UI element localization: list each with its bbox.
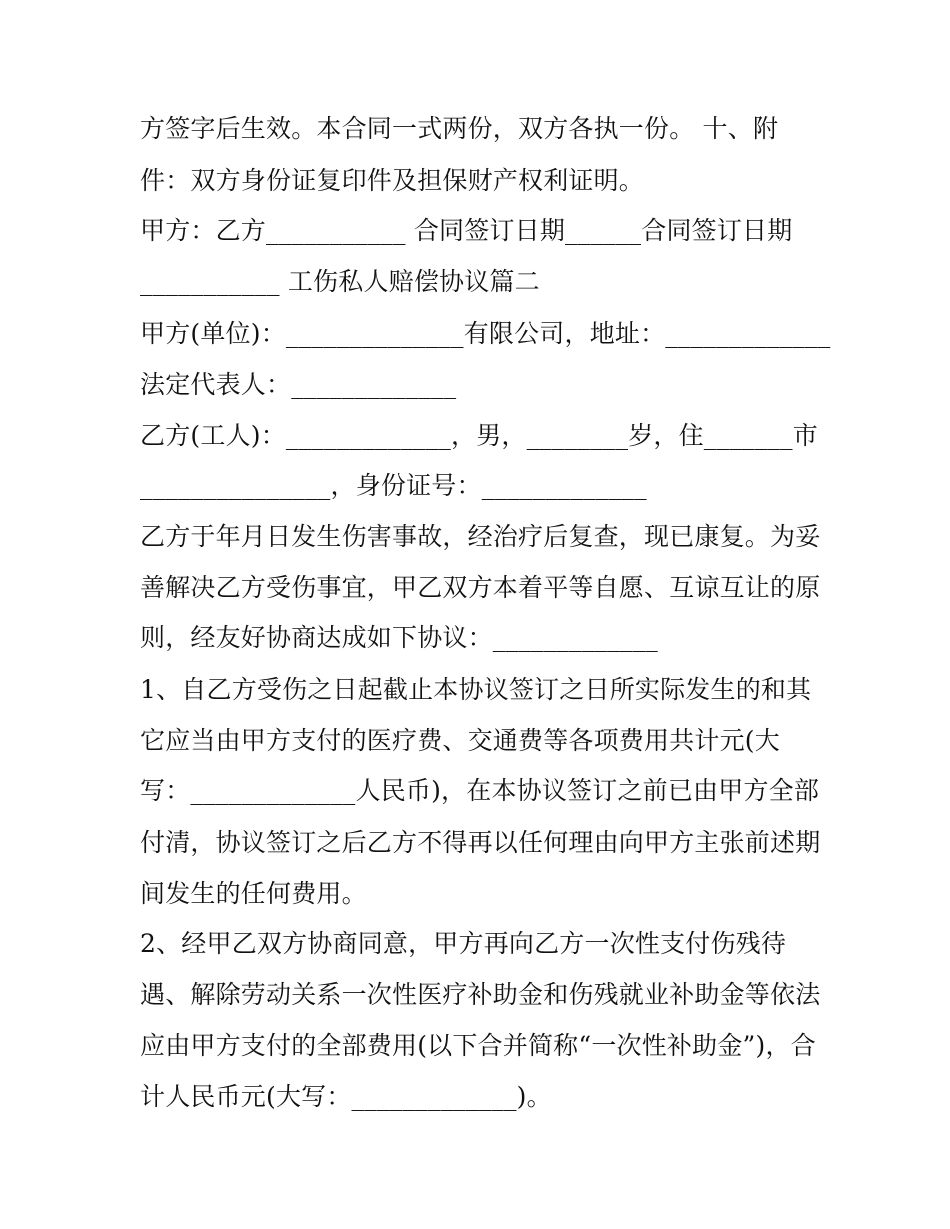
text-line: 2、经甲乙双方协商同意，甲方再向乙方一次性支付伤残待	[140, 929, 787, 958]
text-line: 则，经友好协商达成如下协议：_____________	[140, 623, 658, 652]
text-line: 计人民币元(大写：_____________)。	[140, 1082, 552, 1111]
text-line: 它应当由甲方支付的医疗费、交通费等各项费用共计元(大	[140, 726, 780, 755]
text-line: 乙方于年月日发生伤害事故，经治疗后复查，现已康复。为妥	[140, 522, 821, 551]
text-line: 1、自乙方受伤之日起截止本协议签订之日所实际发生的和其	[140, 675, 812, 704]
text-line: _______________，身份证号：_____________	[140, 471, 647, 500]
text-line: 应由甲方支付的全部费用(以下合并简称“一次性补助金”)，合	[140, 1031, 816, 1060]
text-line: 甲方：乙方___________ 合同签订日期______合同签订日期	[140, 216, 793, 245]
text-line: 善解决乙方受伤事宜，甲乙双方本着平等自愿、互谅互让的原	[140, 573, 821, 602]
text-line: 乙方(工人)：_____________，男，________岁，住_______市	[140, 421, 818, 450]
text-line: ___________ 工伤私人赔偿协议篇二	[140, 267, 540, 296]
text-line: 写：_____________人民币)，在本协议签订之前已由甲方全部	[140, 776, 820, 805]
text-line: 方签字后生效。本合同一式两份，双方各执一份。 十、附	[140, 114, 779, 143]
text-line: 间发生的任何费用。	[140, 879, 367, 908]
text-line: 甲方(单位)：______________有限公司，地址：_____________	[140, 319, 831, 348]
text-line: 付清，协议签订之后乙方不得再以任何理由向甲方主张前述期	[140, 828, 821, 857]
text-line: 件：双方身份证复印件及担保财产权利证明。	[140, 166, 645, 195]
text-line: 法定代表人：_____________	[140, 370, 457, 399]
text-line: 遇、解除劳动关系一次性医疗补助金和伤残就业补助金等依法	[140, 980, 821, 1009]
